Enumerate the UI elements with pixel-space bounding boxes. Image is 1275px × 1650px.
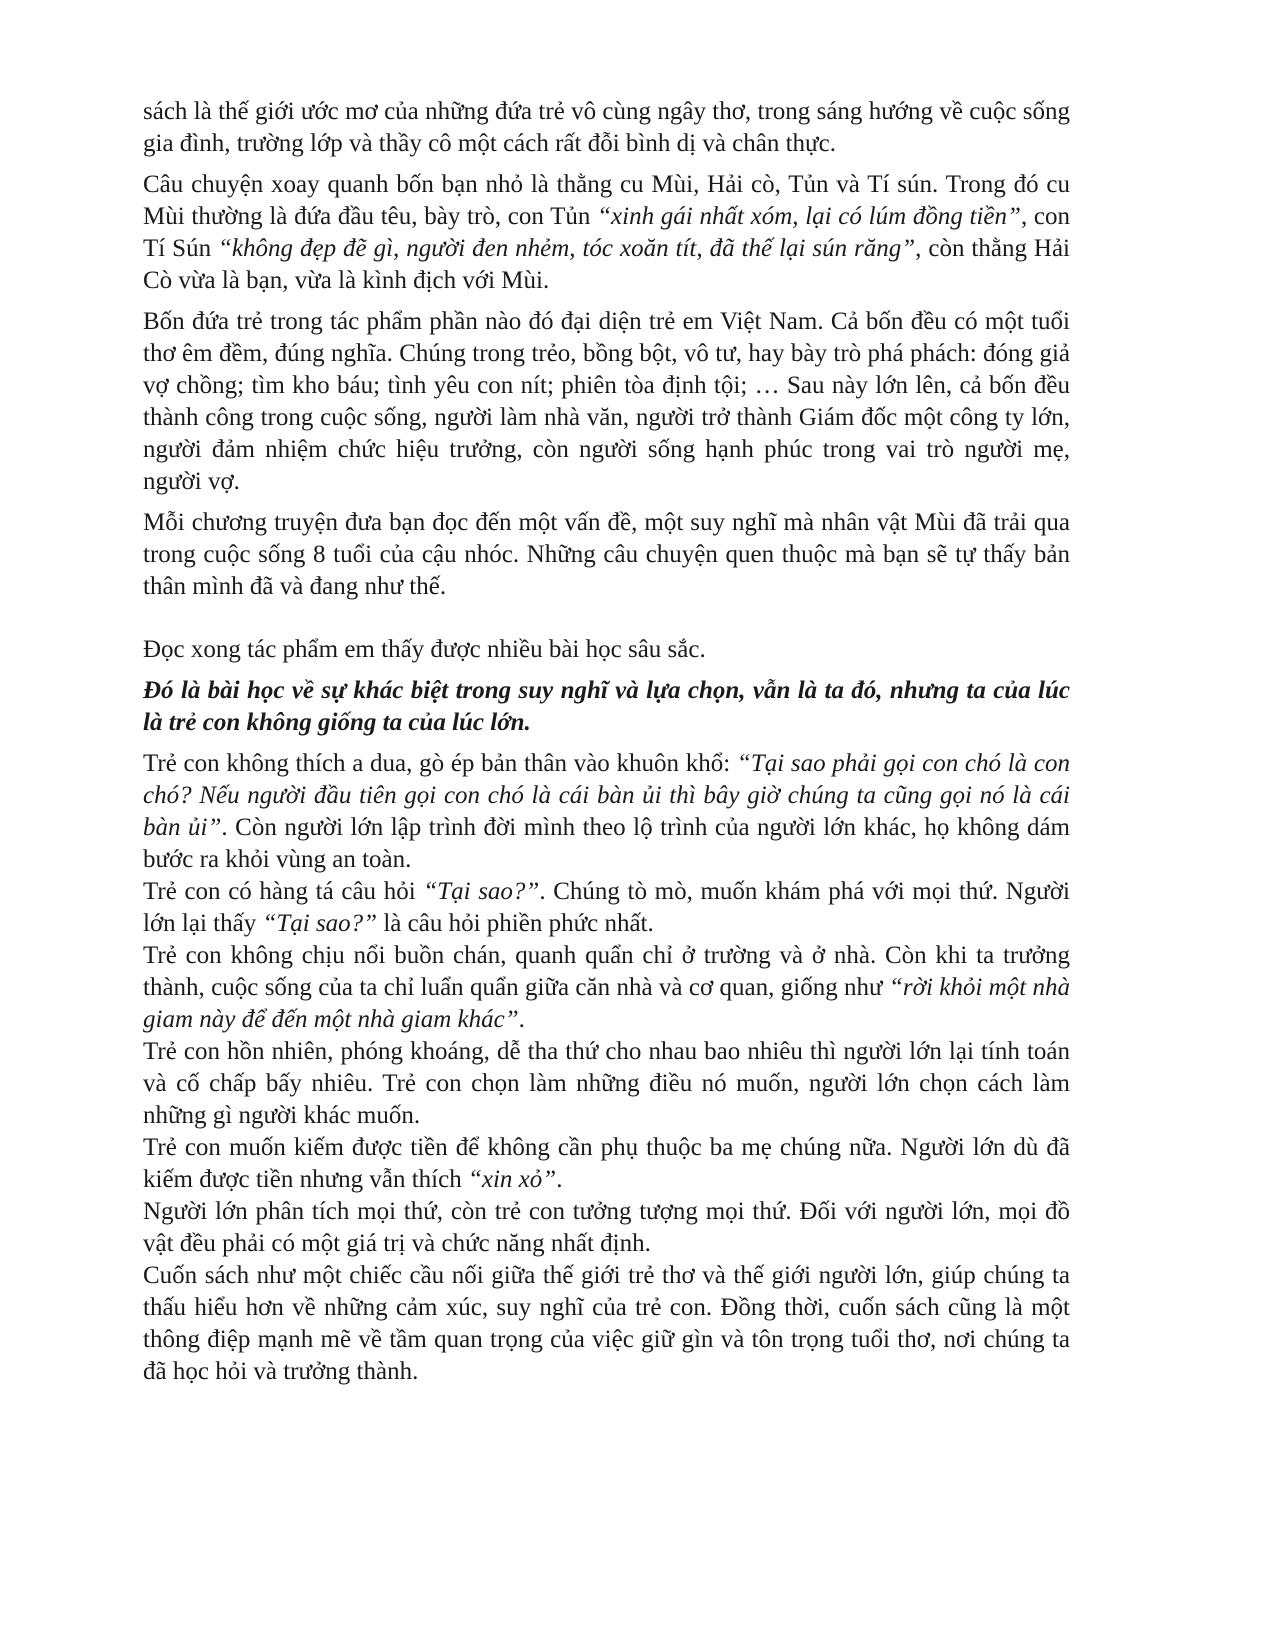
paragraph-lessons: Đọc xong tác phẩm em thấy được nhiều bài học sâu sắc. (143, 636, 706, 663)
paragraph-conclusion: Cuốn sách như một chiếc cầu nối giữa thế giới trẻ thơ và thế giới người lớn, giúp chúng ta thấu hiểu hơn về những cảm xúc, suy nghĩ của trẻ con. Đồng thời, cuốn sách cũng là một thông điệp mạnh mẽ về tầm quan trọng của việc giữ gìn và tôn trọng tuổi thơ, nơi chúng ta đã học hỏi và trưởng thành. (143, 1262, 1070, 1385)
text-segment: Trẻ con không thích a dua, gò ép bản thân vào khuôn khổ: (143, 750, 737, 777)
text-segment: Câu chuyện xoay quanh bốn bạn nhỏ là thằng cu Mùi, Hải cò, Tủn và Tí sún. Trong đó cu Mùi thường là đứa đầu têu, bày trò, con Tủn (143, 171, 1070, 230)
text-segment: , còn thằng Hải Cò vừa là bạn, vừa là kình địch với Mùi. (143, 235, 1071, 294)
paragraph-characters (143, 169, 1070, 297)
paragraph-four-children: Bốn đứa trẻ trong tác phẩm phần nào đó đại diện trẻ em Việt Nam. Cả bốn đều có một tuổi thơ êm đềm, đúng nghĩa. Chúng trong trẻo, bồng bột, vô tư, hay bày trò phá phách: đóng giả vợ chồng; tìm kho báu; tình yêu con nít; phiên tòa định tội; … Sau này lớn lên, cả bốn đều thành công trong cuộc sống, người làm nhà văn, người trở thành Giám đốc một công ty lớn, người đảm nhiệm chức hiệu trưởng, còn người sống hạnh phúc trong vai trò người mẹ, người vợ. (143, 308, 1070, 495)
quote-why-2: “Tại sao?” (262, 910, 378, 937)
text-segment: . Còn người lớn lập trình đời mình theo lộ trình của người lớn khác, họ không dám bước ra khỏi vùng an toàn. (143, 814, 1070, 873)
text-segment: Trẻ con có hàng tá câu hỏi (143, 878, 424, 905)
text-segment: , con Tí Sún (143, 203, 1070, 262)
text-segment: là câu hỏi phiền phức nhất. (377, 910, 654, 937)
document-page (143, 96, 1070, 1388)
quote-begging: “xin xỏ” (467, 1166, 557, 1193)
text-segment: Trẻ con không chịu nổi buồn chán, quanh quẩn chỉ ở trường và ở nhà. Còn khi ta trưởng thành, cuộc sống của ta chỉ luẩn quẩn giữa căn nhà và cơ quan, giống như (143, 942, 1070, 1001)
paragraph-chapters: Mỗi chương truyện đưa bạn đọc đến một vấn đề, một suy nghĩ mà nhân vật Mùi đã trải qua trong cuộc sống 8 tuổi của cậu nhóc. Những câu chuyện quen thuộc mà bạn sẽ tự thấy bản thân mình đã và đang như thế. (143, 509, 1070, 600)
text-segment: . (556, 1166, 563, 1193)
paragraph-forgiveness: Trẻ con hồn nhiên, phóng khoáng, dễ tha thứ cho nhau bao nhiêu thì người lớn lại tính toán và cố chấp bấy nhiêu. Trẻ con chọn làm những điều nó muốn, người lớn chọn cách làm những gì người khác muốn. (143, 1038, 1070, 1129)
paragraph-money (143, 1132, 1070, 1196)
paragraph-why (143, 876, 1070, 940)
text-segment: . (518, 1006, 525, 1033)
quote-tun: “xinh gái nhất xóm, lại có lúm đồng tiền” (597, 203, 1021, 230)
paragraph-lesson-heading: Đó là bài học về sự khác biệt trong suy nghĩ và lựa chọn, vẫn là ta đó, nhưng ta của lúc là trẻ con không giống ta của lúc lớn. (143, 677, 1070, 736)
quote-why-1: “Tại sao?” (423, 878, 540, 905)
quote-ti-sun: “không đẹp đẽ gì, người đen nhẻm, tóc xoăn tít, đã thế lại sún răng” (218, 235, 916, 262)
text-segment: . Chúng tò mò, muốn khám phá với mọi thứ. Người lớn lại thấy (143, 878, 1070, 937)
paragraph-intro: sách là thế giới ước mơ của những đứa trẻ vô cùng ngây thơ, trong sáng hướng về cuộc sống gia đình, trường lớp và thầy cô một cách rất đỗi bình dị và chân thực. (143, 98, 1070, 157)
paragraph-imagination: Người lớn phân tích mọi thứ, còn trẻ con tưởng tượng mọi thứ. Đối với người lớn, mọi đồ vật đều phải có một giá trị và chức năng nhất định. (143, 1198, 1070, 1257)
paragraph-conformity (143, 748, 1070, 876)
paragraph-boredom (143, 940, 1070, 1036)
quote-prison: “rời khỏi một nhà giam này để đến một nhà giam khác” (143, 974, 1070, 1033)
quote-dog: “Tại sao phải gọi con chó là con chó? Nếu người đầu tiên gọi con chó là cái bàn ủi thì bây giờ chúng ta cũng gọi nó là cái bàn ủi” (143, 750, 1070, 841)
text-segment: Trẻ con muốn kiếm được tiền để không cần phụ thuộc ba mẹ chúng nữa. Người lớn dù đã kiếm được tiền nhưng vẫn thích (143, 1134, 1070, 1193)
